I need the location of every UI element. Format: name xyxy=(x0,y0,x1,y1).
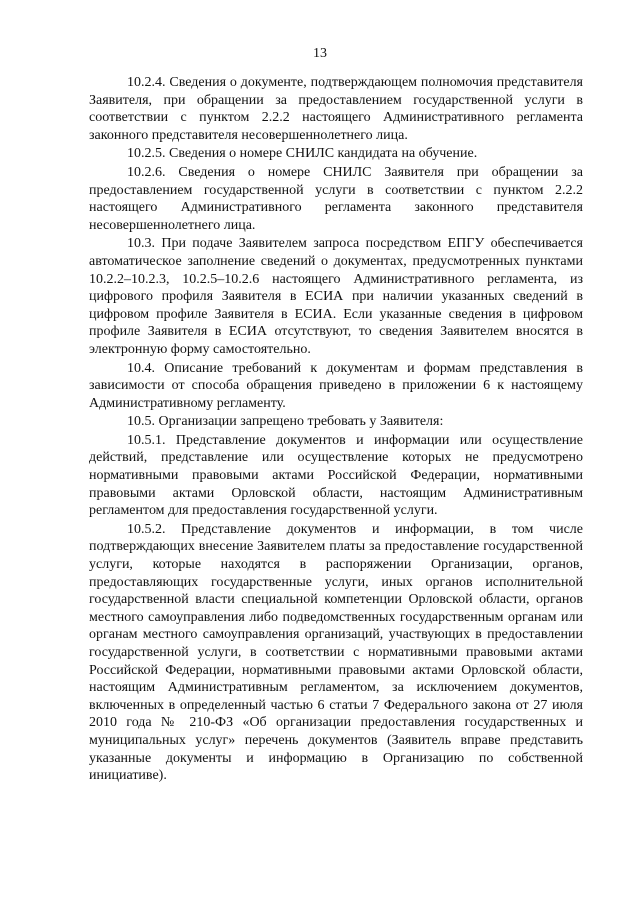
paragraph-10-2-6: 10.2.6. Сведения о номере СНИЛС Заявителя при обращении за предоставлением государственной услуги в соответствии с пунктом 2.2.2 настоящего Административного регламента законного представителя несовершеннолетнего лица. xyxy=(89,164,583,233)
paragraph-10-2-5: 10.2.5. Сведения о номере СНИЛС кандидата на обучение. xyxy=(127,146,478,162)
paragraph-10-5: 10.5. Организации запрещено требовать у Заявителя: xyxy=(127,414,444,430)
paragraph-10-2-4: 10.2.4. Сведения о документе, подтверждающем полномочия представителя Заявителя, при обращении за предоставлением государственной услуги в соответствии с пунктом 2.2.2 настоящего Административного регламента законного представителя несовершеннолетнего лица. xyxy=(89,75,583,143)
page-body xyxy=(89,74,583,785)
page-number: 13 xyxy=(313,46,327,61)
paragraph-10-4: 10.4. Описание требований к документам и формам представления в зависимости от способа обращения приведено в приложении 6 к настоящему Административному регламенту. xyxy=(89,360,583,411)
paragraph-10-5-1: 10.5.1. Представление документов и информации или осуществление действий, представление или осуществление которых не предусмотрено нормативными правовыми актами Российской Федерации, нормативными правовыми актами Орловской области, настоящим Административным регламентом для предоставления государственной услуги. xyxy=(89,432,583,519)
paragraph-10-3: 10.3. При подаче Заявителем запроса посредством ЕПГУ обеспечивается автоматическое заполнение сведений о документах, предусмотренных пунктами 10.2.2–10.2.3, 10.2.5–10.2.6 настоящего Административного регламента, из цифрового профиля Заявителя в ЕСИА при наличии указанных сведений в цифровом профиле Заявителя в ЕСИА. Если указанные сведения в цифровом профиле Заявителя в ЕСИА отсутствуют, то сведения Заявителем вносятся в электронную форму самостоятельно. xyxy=(89,236,583,357)
paragraph-10-5-2: 10.5.2. Представление документов и информации, в том числе подтверждающих внесение Заявителем платы за предоставление государственной услуги, которые находятся в распоряжении Организации, органов, предоставляющих государственные услуги, иных органов исполнительной государственной власти специальной компетенции Орловской области, органов местного самоуправления либо подведомственных государственным органам или органам местного самоуправления организаций, участвующих в предоставлении государственной услуги, в соответствии с нормативными правовыми актами Российской Федерации, нормативными правовыми актами Орловской области, настоящим Административным регламентом, за исключением документов, включенных в определенный частью 6 статьи 7 Федерального закона от 27 июля 2010 года № 210-ФЗ «Об организации предоставления государственных и муниципальных услуг» перечень документов (Заявитель вправе представить указанные документы и информацию в Организацию по собственной инициативе). xyxy=(89,521,583,784)
